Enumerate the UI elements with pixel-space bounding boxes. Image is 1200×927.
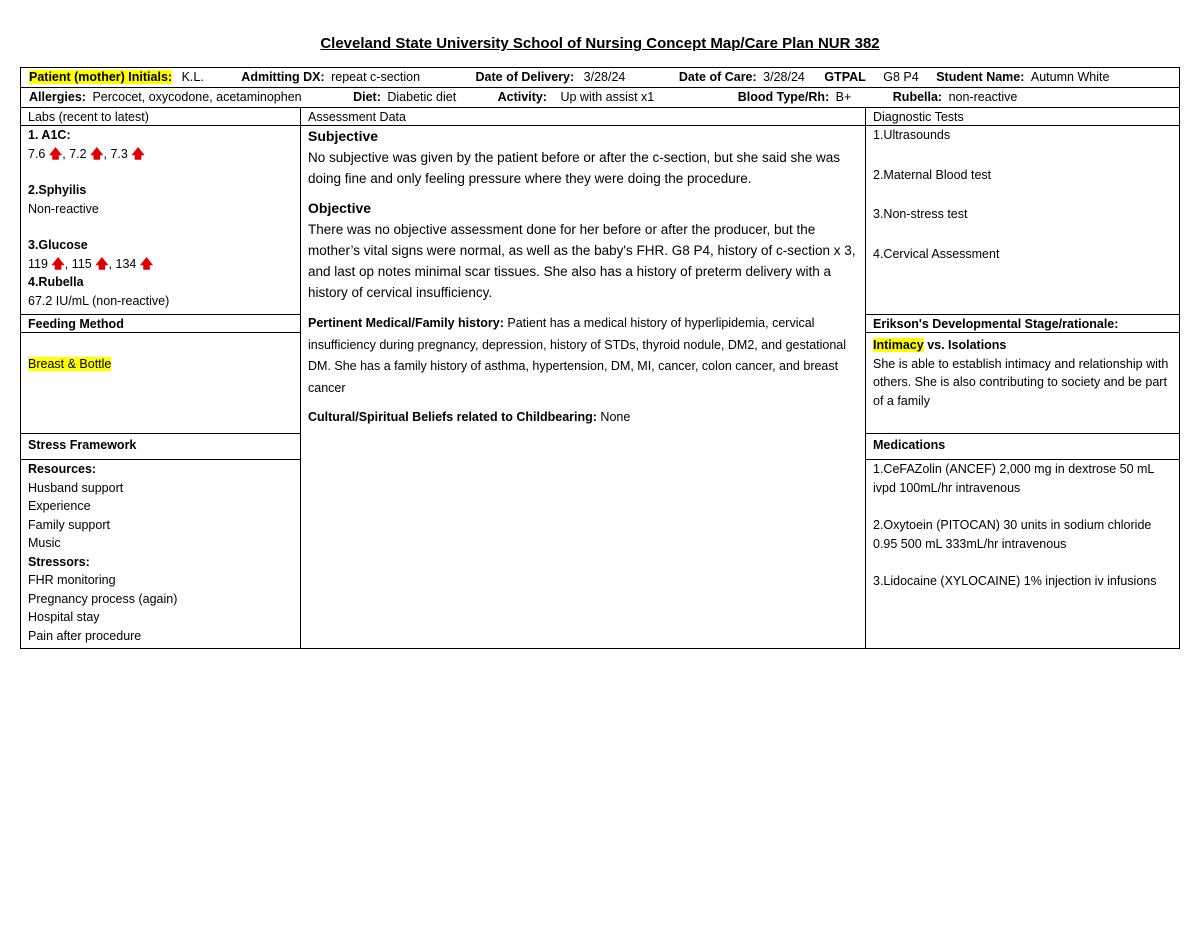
diagnostic-item: 3.Non-stress test bbox=[873, 207, 968, 221]
up-arrow-icon: 🡅 bbox=[48, 145, 63, 161]
glucose-value-3: 134 bbox=[115, 256, 137, 271]
pmh-text: Patient has a medical history of hyperlipidemia, cervical insufficiency during pregnancy, depression, history of STDs, thyroid nodule, DM2, and gestational DM. She has a family history of asthma, hypertension, DM, MI, cancer, colon cancer, and breast cancer bbox=[308, 316, 847, 395]
feeding-section bbox=[21, 333, 300, 434]
separator: , bbox=[62, 146, 66, 161]
a1c-title: 1. A1C: bbox=[28, 128, 71, 142]
medication-item: 3.Lidocaine (XYLOCAINE) 1% injection iv infusions bbox=[873, 574, 1157, 588]
main-columns bbox=[21, 108, 1179, 648]
gtpal-label: GTPAL bbox=[824, 70, 866, 84]
labs-header: Labs (recent to latest) bbox=[21, 108, 300, 126]
diagnostics-header: Diagnostic Tests bbox=[866, 108, 1179, 126]
assessment-section bbox=[301, 126, 865, 429]
glucose-title: 3.Glucose bbox=[28, 238, 88, 252]
resource-item: Husband support bbox=[28, 480, 124, 495]
diagnostic-item: 2.Maternal Blood test bbox=[873, 167, 992, 182]
stress-section bbox=[21, 460, 300, 648]
stage-rest: vs. Isolations bbox=[923, 338, 1007, 352]
subjective-title: Subjective bbox=[308, 128, 379, 144]
medications-section bbox=[866, 460, 1179, 648]
assessment-header: Assessment Data bbox=[301, 108, 865, 126]
erikson-section bbox=[866, 333, 1179, 434]
care-plan-table bbox=[20, 67, 1180, 649]
gtpal-value: G8 P4 bbox=[883, 70, 919, 84]
stress-header: Stress Framework bbox=[21, 434, 300, 460]
glucose-values bbox=[28, 255, 293, 274]
right-column bbox=[866, 108, 1179, 648]
page-title: Cleveland State University School of Nursing Concept Map/Care Plan NUR 382 bbox=[320, 35, 880, 52]
allergies-value: Percocet, oxycodone, acetaminophen bbox=[92, 90, 302, 104]
resource-item: Music bbox=[28, 536, 61, 550]
up-arrow-icon: 🡅 bbox=[131, 145, 145, 161]
medications-header: Medications bbox=[866, 434, 1179, 460]
erikson-header: Erikson's Developmental Stage/rationale: bbox=[866, 315, 1179, 333]
patient-value: K.L. bbox=[181, 70, 204, 84]
glucose-value-1: 119 bbox=[28, 256, 48, 271]
pmh-label: Pertinent Medical/Family history: bbox=[308, 316, 504, 330]
stressor-item: FHR monitoring bbox=[28, 573, 116, 587]
student-value: Autumn White bbox=[1030, 70, 1110, 84]
labs-section bbox=[21, 126, 300, 315]
resource-item: Experience bbox=[28, 499, 91, 513]
rubella-label: Rubella: bbox=[892, 90, 943, 104]
blood-label: Blood Type/Rh: bbox=[737, 90, 830, 104]
cultural-label: Cultural/Spiritual Beliefs related to Childbearing: bbox=[308, 410, 597, 424]
feeding-header-label: Feeding Method bbox=[28, 317, 124, 331]
subjective-text: No subjective was given by the patient before or after the c-section, but she said she was doing fine and only feeling pressure where they were doing the procedure. bbox=[308, 150, 841, 186]
stressor-item: Pain after procedure bbox=[28, 628, 142, 643]
up-arrow-icon: 🡅 bbox=[139, 255, 154, 271]
allergies-label: Allergies: bbox=[29, 90, 86, 104]
resources-label: Resources: bbox=[28, 462, 97, 476]
up-arrow-icon: 🡅 bbox=[51, 255, 65, 271]
header-row-1 bbox=[21, 68, 1179, 88]
syphilis-title: 2.Sphyilis bbox=[28, 183, 87, 197]
diagnostics-section bbox=[866, 126, 1179, 315]
medication-item: 2.Oxytoein (PITOCAN) 30 units in sodium chloride 0.95 500 mL 333mL/hr intravenous bbox=[873, 518, 1152, 551]
diet-value: Diabetic diet bbox=[387, 90, 457, 104]
stressors-label: Stressors: bbox=[28, 554, 90, 569]
rubella-lab-value: 67.2 IU/mL (non-reactive) bbox=[28, 293, 170, 308]
patient-label: Patient (mother) Initials: bbox=[29, 70, 173, 84]
erikson-stage bbox=[873, 336, 1172, 355]
separator: , bbox=[103, 146, 107, 161]
glucose-value-2: 115 bbox=[71, 256, 92, 271]
admit-label: Admitting DX: bbox=[241, 70, 325, 84]
diagnostic-item: 4.Cervical Assessment bbox=[873, 246, 1000, 261]
care-value: 3/28/24 bbox=[763, 70, 805, 84]
stage-highlight: Intimacy bbox=[873, 338, 924, 352]
erikson-text: She is able to establish intimacy and relationship with others. She is also contributing to society and be part of a family bbox=[873, 356, 1169, 408]
medication-item: 1.CeFAZolin (ANCEF) 2,000 mg in dextrose 50 mL ivpd 100mL/hr intravenous bbox=[873, 462, 1154, 495]
rubella-value: non-reactive bbox=[948, 90, 1018, 104]
feeding-header bbox=[21, 315, 300, 333]
objective-title: Objective bbox=[308, 200, 372, 216]
a1c-values bbox=[28, 145, 293, 164]
pmh-block bbox=[308, 313, 858, 399]
objective-text: There was no objective assessment done for her before or after the producer, but the mother’s vital signs were normal, as well as the baby's FHR. G8 P4, history of c-section x 3, and last op notes minimal scar tissues. She also has a history of preterm delivery with a history of cervical insufficiency. bbox=[308, 222, 856, 300]
activity-value: Up with assist x1 bbox=[560, 90, 655, 104]
rubella-title: 4.Rubella bbox=[28, 275, 84, 289]
separator: , bbox=[108, 256, 113, 271]
admit-value: repeat c-section bbox=[331, 70, 421, 84]
separator: , bbox=[64, 256, 69, 271]
activity-label: Activity: bbox=[497, 90, 547, 104]
care-label: Date of Care: bbox=[678, 70, 757, 84]
a1c-value-2: 7.2 bbox=[69, 146, 87, 161]
syphilis-value: Non-reactive bbox=[28, 201, 99, 216]
blood-value: B+ bbox=[835, 90, 852, 104]
cultural-block bbox=[308, 407, 858, 429]
student-label: Student Name: bbox=[936, 70, 1025, 84]
cultural-value: None bbox=[596, 410, 631, 424]
stressor-item: Pregnancy process (again) bbox=[28, 591, 178, 606]
delivery-value: 3/28/24 bbox=[583, 70, 626, 84]
up-arrow-icon: 🡅 bbox=[90, 145, 104, 161]
left-column bbox=[21, 108, 301, 648]
resource-item: Family support bbox=[28, 517, 110, 532]
assessment-column bbox=[301, 108, 866, 648]
header-row-2 bbox=[21, 88, 1179, 108]
feeding-value: Breast & Bottle bbox=[28, 357, 112, 371]
a1c-value-1: 7.6 bbox=[28, 146, 46, 161]
up-arrow-icon: 🡅 bbox=[95, 255, 109, 271]
delivery-label: Date of Delivery: bbox=[475, 70, 575, 84]
a1c-value-3: 7.3 bbox=[110, 146, 128, 161]
diet-label: Diet: bbox=[353, 90, 381, 104]
stressor-item: Hospital stay bbox=[28, 610, 100, 624]
diagnostic-item: 1.Ultrasounds bbox=[873, 128, 951, 142]
